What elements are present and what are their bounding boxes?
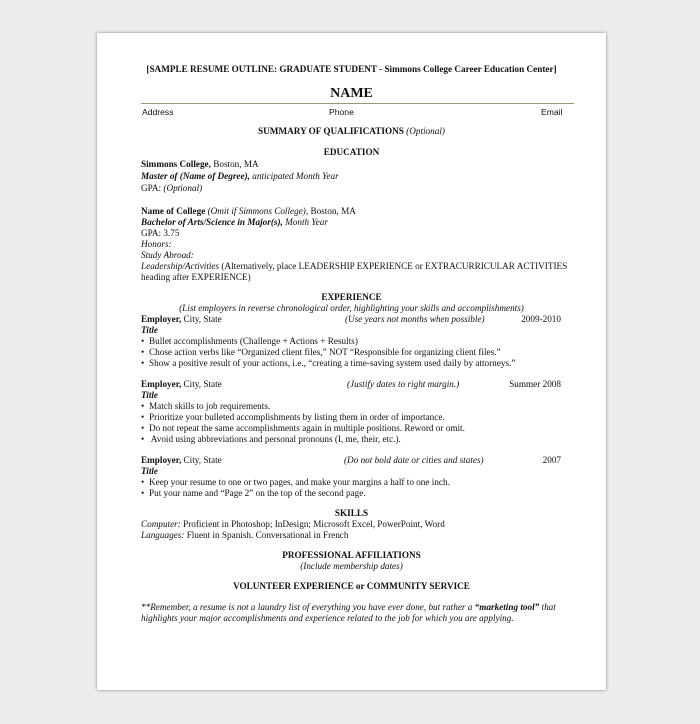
outline-header: [SAMPLE RESUME OUTLINE: GRADUATE STUDENT - Simmons College Career Education Center] — [146, 64, 557, 74]
resume-page — [97, 33, 606, 690]
skills-computer: Computer: Proficient in Photoshop; InDesign; Microsoft Excel, PowerPoint, Word — [141, 519, 445, 529]
school2-line: Name of College (Omit if Simmons College), Boston, MA — [141, 206, 356, 216]
job1-date: 2009-2010 — [521, 314, 561, 324]
school2-gpa: GPA: 3.75 — [141, 228, 180, 238]
job3-bullet: • Keep your resume to one or two pages, and make your margins a half to one inch. — [141, 477, 450, 488]
header-rule — [141, 103, 574, 104]
school1-degree: Master of (Name of Degree), anticipated Month Year — [141, 171, 339, 181]
job1-note: (Use years not months when possible) — [345, 314, 485, 324]
phone-label: Phone — [329, 107, 354, 117]
experience-subtitle: (List employers in reverse chronological order, highlighting your skills and accomplishments) — [179, 303, 524, 313]
candidate-name: NAME — [330, 86, 373, 101]
job3-note: (Do not bold date or cities and states) — [344, 455, 484, 465]
affiliations-heading: PROFESSIONAL AFFILIATIONS — [282, 550, 421, 560]
school2-leadership-note2: heading after EXPERIENCE) — [141, 272, 251, 282]
school2-degree: Bachelor of Arts/Science in Major(s), Month Year — [141, 217, 328, 227]
summary-heading: SUMMARY OF QUALIFICATIONS (Optional) — [258, 126, 445, 136]
job1-employer: Employer, City, State — [141, 314, 222, 324]
skills-languages: Languages: Fluent in Spanish. Conversational in French — [141, 530, 349, 540]
job3-date: 2007 — [542, 455, 561, 465]
school2-leadership: Leadership/Activities (Alternatively, place LEADERSHIP EXPERIENCE or EXTRACURRICULAR ACTIVITIES — [141, 261, 568, 271]
job1-bullet: • Show a positive result of your actions, i.e., “creating a time-saving system used daily by attorneys.” — [141, 358, 515, 369]
school1-gpa: GPA: (Optional) — [141, 183, 203, 193]
school2-honors: Honors: — [141, 239, 172, 249]
education-heading: EDUCATION — [323, 147, 380, 157]
job2-bullet: • Match skills to job requirements. — [141, 401, 270, 412]
job1-title: Title — [141, 325, 159, 335]
school2-study-abroad: Study Abroad: — [141, 250, 194, 260]
job2-employer: Employer, City, State — [141, 379, 222, 389]
remember-line1: **Remember, a resume is not a laundry list of everything you have ever done, but rather a “marketing tool” that — [141, 602, 556, 612]
job3-title: Title — [141, 466, 159, 476]
remember-line2: highlights your major accomplishments and experience related to the job for which you are applying. — [141, 613, 514, 623]
job2-bullet: • Prioritize your bulleted accomplishments by listing them in order of importance. — [141, 412, 445, 423]
school1-line: Simmons College, Boston, MA — [141, 159, 259, 169]
volunteer-heading: VOLUNTEER EXPERIENCE or COMMUNITY SERVICE — [233, 581, 470, 591]
skills-heading: SKILLS — [334, 508, 369, 518]
job3-employer: Employer, City, State — [141, 455, 222, 465]
address-label: Address — [142, 107, 174, 117]
job1-bullet: • Bullet accomplishments (Challenge + Actions + Results) — [141, 336, 358, 347]
job3-bullet: • Put your name and “Page 2” on the top of the second page. — [141, 488, 366, 499]
job2-bullet: • Do not repeat the same accomplishments again in multiple positions. Reword or omit. — [141, 423, 465, 434]
job2-bullet: • Avoid using abbreviations and personal pronouns (I, me, their, etc.). — [141, 434, 401, 445]
email-label: Email — [541, 107, 563, 117]
affiliations-note: (Include membership dates) — [300, 561, 403, 571]
job1-bullet: • Chose action verbs like “Organized client files,” NOT “Responsible for organizing client files.” — [141, 347, 501, 358]
job2-date: Summer 2008 — [509, 379, 561, 389]
job2-title: Title — [141, 390, 159, 400]
job2-note: (Justify dates to right margin.) — [347, 379, 460, 389]
experience-heading: EXPERIENCE — [321, 292, 382, 302]
